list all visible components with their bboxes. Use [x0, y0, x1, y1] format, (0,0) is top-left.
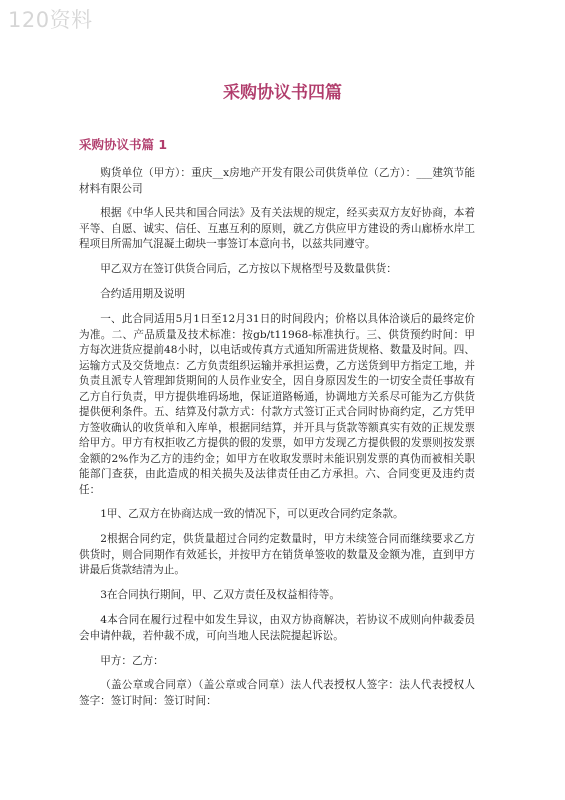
- paragraph-signatures: （盖公章或合同章）（盖公章或合同章）法人代表授权人签字：法人代表授权人签字：签订时间：签订时间：: [79, 679, 475, 707]
- paragraph-period-heading: 合约适用期及说明: [100, 288, 185, 301]
- paragraph-clause-2: 2根据合同约定，供货量超过合同约定数量时，甲方未续签合同而继续要求乙方供货时，则合同期作有效延长，并按甲方在销货单签收的数量及金额为准，直到甲方讲最后货款结清为止。: [79, 533, 475, 577]
- paragraph-clause-4: 4本合同在履行过程中如发生异议，由双方协商解决，若协议不成则向仲裁委员会申请仲裁，若仲裁不成，可向当地人民法院提起诉讼。: [79, 614, 475, 642]
- paragraph-supply: 甲乙双方在签订供货合同后，乙方按以下规格型号及数量供货：: [100, 263, 397, 276]
- paragraph-clause-1: 1甲、乙双方在协商达成一致的情况下，可以更改合同约定条款。: [100, 508, 404, 521]
- watermark-logo: 120资料: [8, 8, 93, 32]
- document-body: [79, 166, 475, 719]
- paragraph-parties: 购货单位（甲方）：重庆__x房地产开发有限公司供货单位（乙方）：___建筑节能材料有限公司: [79, 167, 475, 195]
- paragraph-terms: 一、此合同适用5月1日至12月31日的时间段内；价格以具体洽谈后的最终定价为准。二、产品质量及技术标准：按gb/t11968-标准执行。三、供货预约时间：甲方每次进货应提前48小时，以电话或传真方式通知所需进货规格、数量及时间。四、运输方式及交货地点：乙方负责组织运输并承担运费，乙方送货到甲方指定工地，并负责且派专人管理卸货期间的人员作业安全，因自身原因发生的一切安全责任事故有乙方自行负责，甲方提供堆码场地，保证道路畅通，协调地方关系尽可能为乙方供货提供便利条件。五、结算及付款方式：付款方式签订正式合同时协商约定，乙方凭甲方签收确认的收货单和入库单，根据同结算，并开具与货款等额真实有效的正规发票给甲方。甲方有权拒收乙方提供的假的发票，如甲方发现乙方提供假的发票则按发票金额的2%作为乙方的违约金；如甲方在收取发票时未能识别发票的真伪而被相关职能部门查获，由此造成的相关损失及法律责任由乙方承担。六、合同变更及违约责任：: [79, 313, 475, 496]
- document-title: 采购协议书四篇: [223, 83, 342, 103]
- section-heading: 采购协议书篇 1: [79, 137, 168, 152]
- paragraph-clause-3: 3在合同执行期间，甲、乙双方责任及权益相待等。: [100, 589, 340, 602]
- paragraph-intro: 根据《中华人民共和国合同法》及有关法规的规定，经买卖双方友好协商，本着平等、自愿、诚实、信任、互惠互利的原则，就乙方供应甲方建设的秀山廊桥水岸工程项目所需加气混凝土砌块一事签订本意向书，以兹共同遵守。: [79, 207, 475, 251]
- paragraph-party-labels: 甲方：乙方：: [100, 654, 164, 667]
